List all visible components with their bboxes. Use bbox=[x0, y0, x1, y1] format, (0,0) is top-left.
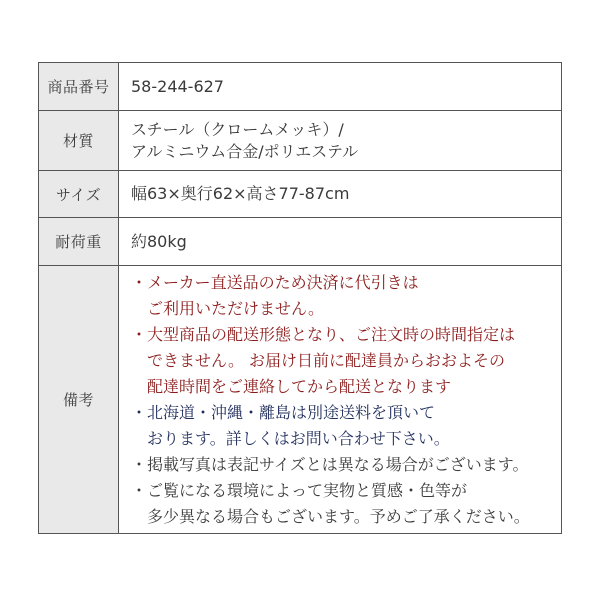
note-line-10: 多少異なる場合もございます。予めご了承ください。 bbox=[147, 506, 530, 526]
note-line-7: おります。詳しくはお問い合わせ下さい。 bbox=[147, 428, 450, 448]
note-line-5: 配達時間をご連絡してから配送となります bbox=[147, 376, 452, 396]
note-line-1: ・メーカー直送品のため決済に代引きは bbox=[131, 272, 419, 292]
label-product-number: 商品番号 bbox=[39, 63, 119, 111]
spec-row-remarks bbox=[39, 266, 562, 534]
note-line-4: できません。 お届け日前に配達員からおおよその bbox=[147, 350, 506, 370]
label-load-capacity: 耐荷重 bbox=[39, 218, 119, 266]
label-remarks: 備考 bbox=[39, 266, 119, 534]
material-line-2: アルミニウム合金/ポリエステル bbox=[131, 141, 359, 161]
value-size: 幅63×奥行62×高さ77-87cm bbox=[119, 171, 562, 218]
remarks-notes bbox=[119, 266, 562, 534]
spec-row-load-capacity bbox=[39, 218, 562, 266]
label-material: 材質 bbox=[39, 111, 119, 171]
note-line-3: ・大型商品の配送形態となり、ご注文時の時間指定は bbox=[131, 324, 516, 344]
note-line-2: ご利用いただけません。 bbox=[147, 298, 324, 318]
spec-row-size bbox=[39, 171, 562, 218]
label-size: サイズ bbox=[39, 171, 119, 218]
value-material bbox=[119, 111, 562, 171]
spec-row-material bbox=[39, 111, 562, 171]
spec-row-product-number bbox=[39, 63, 562, 111]
value-product-number: 58-244-627 bbox=[119, 63, 562, 111]
value-load-capacity: 約80kg bbox=[119, 218, 562, 266]
spec-table bbox=[38, 62, 562, 534]
note-line-6: ・北海道・沖縄・離島は別途送料を頂いて bbox=[131, 402, 436, 422]
note-line-9: ・ご覧になる環境によって実物と質感・色等が bbox=[131, 480, 468, 500]
material-line-1: スチール（クロームメッキ）/ bbox=[131, 119, 344, 139]
note-line-8: ・掲載写真は表記サイズとは異なる場合がございます。 bbox=[131, 454, 529, 474]
